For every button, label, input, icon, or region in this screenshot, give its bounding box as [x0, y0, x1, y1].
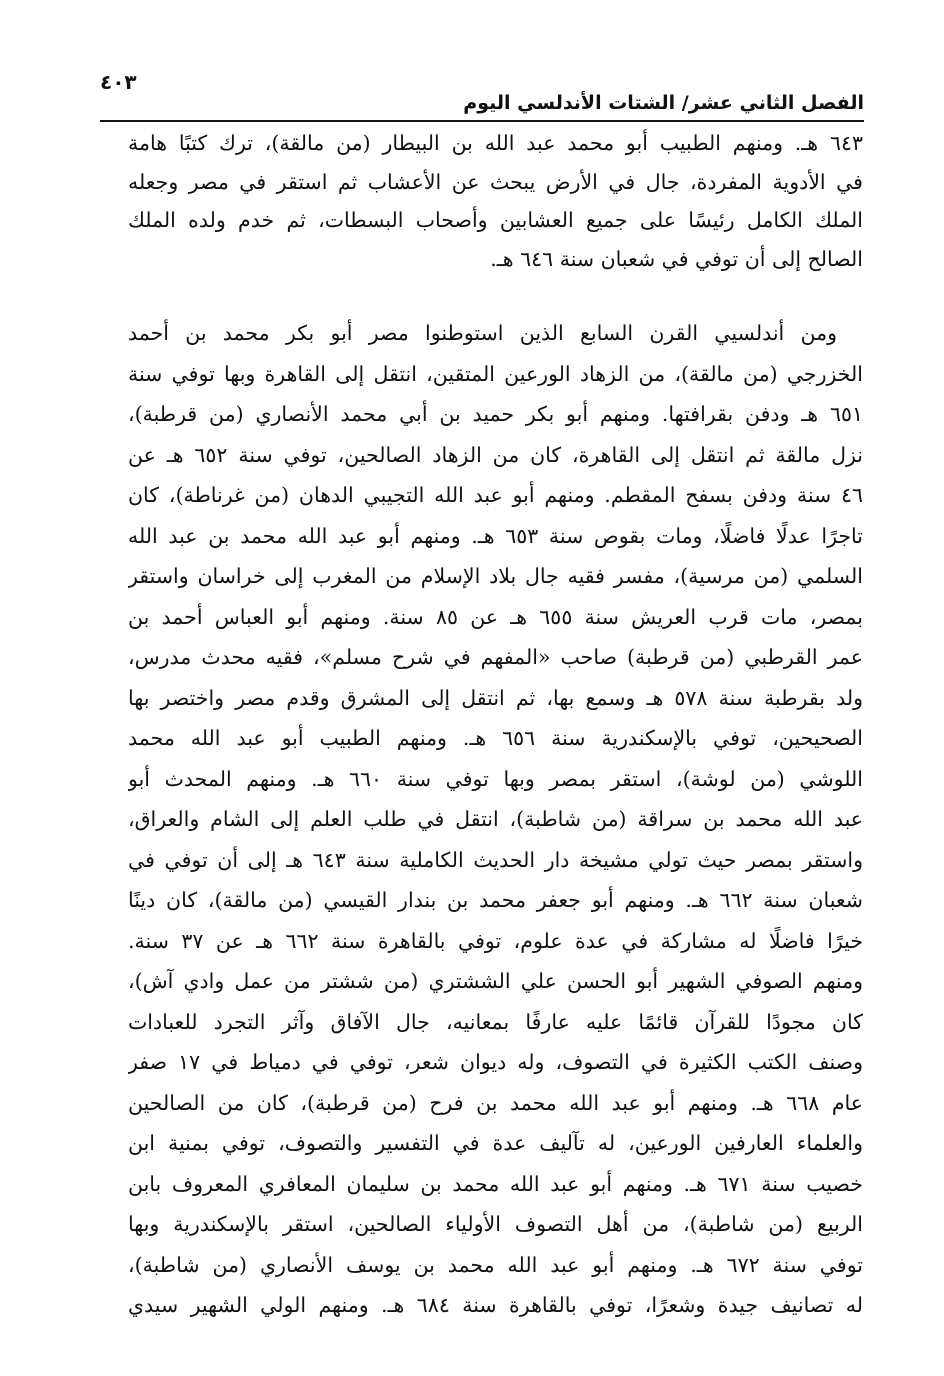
text-line: خصيب سنة ٦٧١ هـ. ومنهم أبو عبد الله محمد بن سليمان المعافري المعروف بابن: [128, 1171, 863, 1196]
running-header: [100, 62, 864, 118]
header-rule: [100, 120, 864, 122]
text-line: عمر القرطبي (من قرطبة) صاحب «المفهم في شرح مسلم»، فقيه محدث مدرس،: [128, 645, 863, 669]
text-line: ومنهم الصوفي الشهير أبو الحسن علي الششتري (من ششتر من عمل وادي آش)،: [128, 969, 863, 993]
text-line: تاجرًا عدلًا فاضلًا، ومات بقوص سنة ٦٥٣ هـ. ومنهم أبو عبد الله محمد بن عبد الله: [128, 523, 863, 548]
text-line: الصالح إلى أن توفي في شعبان سنة ٦٤٦ هـ.: [490, 246, 863, 271]
paragraph-1: [128, 124, 863, 278]
text-line: اللوشي (من لوشة)، استقر بمصر وبها توفي سنة ٦٦٠ هـ. ومنهم المحدث أبو: [128, 766, 863, 791]
text-line: ٦٥١ هـ ودفن بقرافتها. ومنهم أبو بكر حميد بن أبي محمد الأنصاري (من قرطبة)،: [128, 402, 863, 426]
chapter-title: الفصل الثاني عشر/ الشتات الأندلسي اليوم: [463, 92, 864, 114]
text-line: بمصر، مات قرب العريش سنة ٦٥٥ هـ عن ٨٥ سنة. ومنهم أبو العباس أحمد بن: [128, 604, 863, 629]
text-line: الملك الكامل رئيسًا على جميع العشابين وأصحاب البسطات، ثم خدم ولده الملك: [128, 208, 863, 232]
text-line: في الأدوية المفردة، جال في الأرض يبحث عن الأعشاب ثم استقر في مصر وجعله: [128, 169, 863, 194]
text-line: كان مجودًا للقرآن قائمًا عليه عارفًا بمعانيه، جال الآفاق وآثر التجرد للعبادات: [128, 1009, 863, 1034]
text-line: الصحيحين، توفي بالإسكندرية سنة ٦٥٦ هـ. ومنهم الطبيب أبو عبد الله محمد: [128, 726, 863, 750]
text-line: نزل مالقة ثم انتقل إلى القاهرة، كان من الزهاد الصالحين، توفي سنة ٦٥٢ هـ عن: [128, 442, 863, 467]
text-line: توفي سنة ٦٧٢ هـ. ومنهم أبو عبد الله محمد بن يوسف الأنصاري (من شاطبة)،: [128, 1252, 863, 1277]
text-line: والعلماء العارفين الورعين، له تآليف عدة في التفسير والتصوف، توفي بمنية ابن: [128, 1131, 863, 1155]
text-line: له تصانيف جيدة وشعرًا، توفي بالقاهرة سنة ٦٨٤ هـ. ومنهم الولي الشهير سيدي: [128, 1293, 863, 1317]
text-line: ومن أندلسيي القرن السابع الذين استوطنوا مصر أبو بكر محمد بن أحمد: [128, 321, 837, 345]
text-line: عام ٦٦٨ هـ. ومنهم أبو عبد الله محمد بن فرح (من قرطبة)، كان من الصالحين: [128, 1090, 863, 1115]
text-line: وصنف الكتب الكثيرة في التصوف، وله ديوان شعر، توفي في دمياط في ١٧ صفر: [128, 1050, 863, 1074]
text-line: واستقر بمصر حيث تولي مشيخة دار الحديث الكاملية سنة ٦٤٣ هـ إلى أن توفي في: [128, 847, 863, 872]
page-number: ٤٠٣: [100, 70, 137, 94]
text-line: ٤٦ سنة ودفن بسفح المقطم. ومنهم أبو عبد الله التجيبي الدهان (من غرناطة)، كان: [128, 483, 863, 507]
text-line: عبد الله محمد بن سراقة (من شاطبة)، انتقل في طلب العلم إلى الشام والعراق،: [128, 807, 863, 831]
text-line: ولد بقرطبة سنة ٥٧٨ هـ وسمع بها، ثم انتقل إلى المشرق وقدم مصر واختصر بها: [128, 685, 863, 710]
text-line: ٦٤٣ هـ. ومنهم الطبيب أبو محمد عبد الله بن البيطار (من مالقة)، ترك كتبًا هامة: [128, 131, 863, 155]
text-line: السلمي (من مرسية)، مفسر فقيه جال بلاد الإسلام من المغرب إلى خراسان واستقر: [128, 564, 863, 588]
text-line: الخزرجي (من مالقة)، من الزهاد الورعين المتقين، انتقل إلى القاهرة وبها توفي سنة: [128, 361, 863, 386]
text-line: خيرًا فاضلًا له مشاركة في عدة علوم، توفي بالقاهرة سنة ٦٦٢ هـ عن ٣٧ سنة.: [128, 928, 863, 953]
paragraph-2: [128, 313, 863, 1326]
text-line: شعبان سنة ٦٦٢ هـ. ومنهم أبو جعفر محمد بن بندار القيسي (من مالقة)، كان دينًا: [128, 888, 863, 912]
text-line: الربيع (من شاطبة)، من أهل التصوف الأولياء الصالحين، استقر بالإسكندرية وبها: [128, 1212, 863, 1236]
